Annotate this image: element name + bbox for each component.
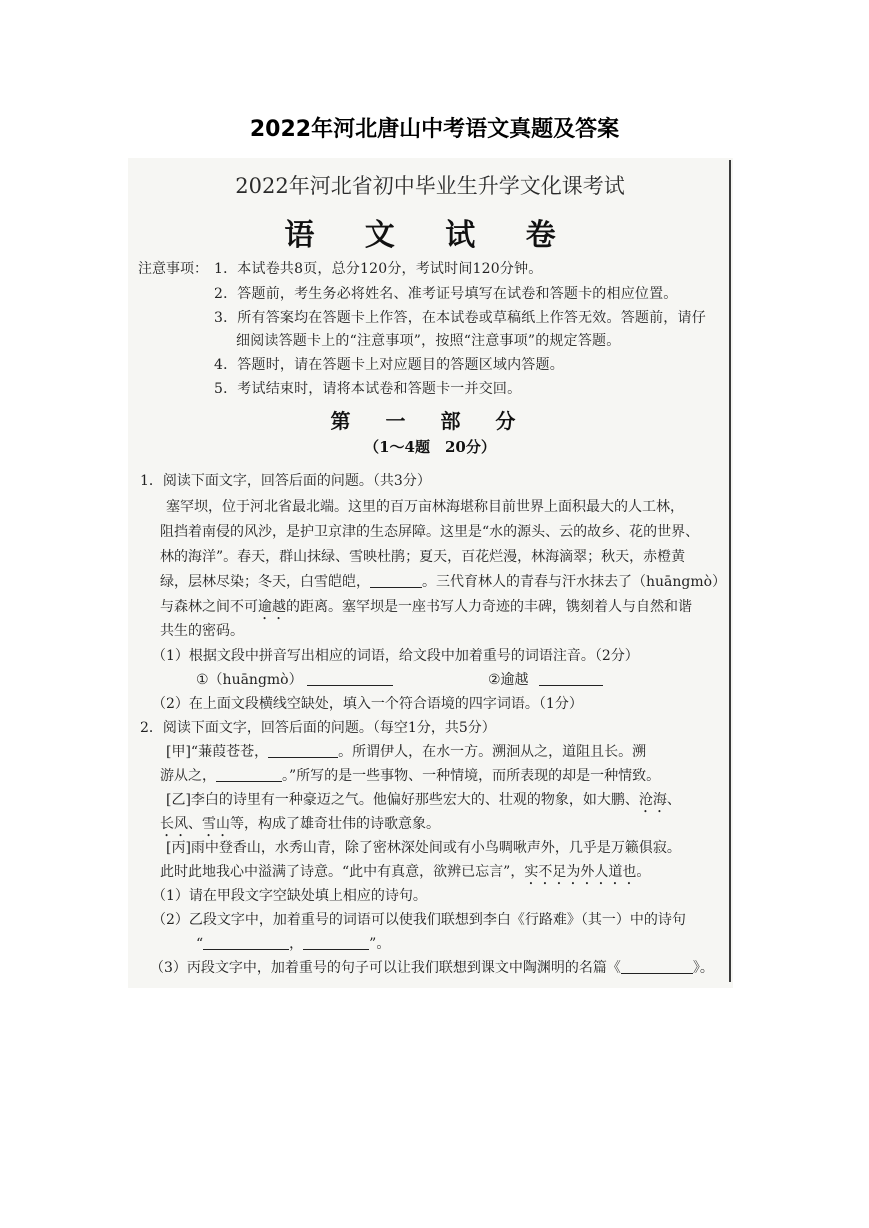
sub-question-text: （3）丙段文字中，加着重号的句子可以让我们联想到课文中陶渊明的名篇《 <box>150 960 621 976</box>
passage-line: [丙]雨中登香山，水秀山青，除了密林深处间或有小鸟啁啾声外，几乎是万籁俱寂。 <box>166 840 681 856</box>
passage-text: 绿，层林尽染；冬天，白雪皑皑， <box>160 574 370 590</box>
answer-blank[interactable] <box>539 671 603 686</box>
answer-label: ①（huāngmò） <box>196 672 303 688</box>
sub-question: （1）根据文段中拼音写出相应的词语，给文段中加着重号的词语注音。（2分） <box>152 648 639 664</box>
passage-text: 、 <box>666 792 681 808</box>
answer-label: ②逾越 <box>487 672 529 688</box>
emphasized-word: 逾越 <box>258 599 286 615</box>
answer-blank[interactable] <box>303 935 369 950</box>
note-item: 5．考试结束时，请将本试卷和答题卡一并交回。 <box>214 381 522 397</box>
part-title: 第 一 部 分 <box>330 409 530 433</box>
exam-title: 2022年河北省初中毕业生升学文化课考试 <box>235 174 625 198</box>
note-item: 细阅读答题卡上的“注意事项”，按照“注意事项”的规定答题。 <box>236 333 621 349</box>
passage-line <box>166 741 646 761</box>
answer-blank[interactable] <box>216 767 282 782</box>
answer-blank[interactable] <box>621 959 693 974</box>
passage-text: [乙]李白的诗里有一种豪迈之气。他偏好那些宏大的、壮观的物象，如大鹏、 <box>166 792 639 808</box>
passage-line <box>160 596 692 623</box>
document-title: 2022年河北唐山中考语文真题及答案 <box>249 117 620 142</box>
passage-line: 阻挡着南侵的风沙，是护卫京津的生态屏障。这里是“水的源头、云的故乡、花的世界、 <box>160 524 700 540</box>
passage-line <box>160 861 650 888</box>
passage-line: 塞罕坝，位于河北省最北端。这里的百万亩林海堪称目前世界上面积最大的人工林， <box>166 499 684 515</box>
passage-text: ”， <box>503 864 525 880</box>
quote-mark: ”。 <box>369 936 391 952</box>
answer-blank[interactable] <box>268 743 338 758</box>
passage-text: 。三代育林人的青春与汗水抹去了（huāngmò） <box>422 574 727 590</box>
answer-blank[interactable] <box>370 573 422 588</box>
sub-question: （2）乙段文字中，加着重号的词语可以使我们联想到李白《行路难》（其一）中的诗句 <box>152 912 686 928</box>
notes-label: 注意事项： <box>138 261 208 277</box>
page-edge-line <box>729 160 731 982</box>
passage-text: 、 <box>188 816 202 832</box>
emphasized-word: 长风 <box>160 816 188 832</box>
note-item: 1．本试卷共8页，总分120分，考试时间120分钟。 <box>214 261 543 277</box>
sub-question-text: 》。 <box>692 960 714 976</box>
passage-line <box>160 813 440 840</box>
passage-text: [甲]“蒹葭苍苍， <box>166 744 269 760</box>
passage-text: 此中有真意，欲辨已忘言 <box>349 864 504 880</box>
passage-line <box>166 789 681 816</box>
passage-text: 。所谓伊人，在水一方。溯洄从之，道阻且长。溯 <box>338 744 647 760</box>
question-1-stem: 1．阅读下面文字，回答后面的问题。（共3分） <box>140 473 431 489</box>
quote-mark: ， <box>289 936 304 952</box>
sub-question: （1）请在甲段文字空缺处填上相应的诗句。 <box>152 888 427 904</box>
quote-mark: “ <box>196 936 204 952</box>
sub-question: （2）在上面文段横线空缺处，填入一个符合语境的四字词语。（1分） <box>152 696 583 712</box>
passage-text: 游从之， <box>160 768 216 784</box>
sub-question <box>150 957 714 977</box>
emphasized-word: 沧海 <box>638 792 667 808</box>
passage-text: 。 <box>636 864 651 880</box>
answer-line <box>196 669 603 689</box>
passage-text: 此时此地我心中溢满了诗意。“ <box>160 864 350 880</box>
passage-line <box>160 765 660 785</box>
answer-blank[interactable] <box>203 935 289 950</box>
passage-line: 林的海洋”。春天，群山抹绿、雪映杜鹃；夏天，百花烂漫，林海滴翠；秋天，赤橙黄 <box>160 549 686 565</box>
part-subtitle: （1～4题 20分） <box>364 438 496 456</box>
emphasized-sentence: 实不足为外人道也 <box>524 864 637 880</box>
passage-text: 与森林之间不可 <box>160 599 258 615</box>
note-item: 4．答题时，请在答题卡上对应题目的答题区域内答题。 <box>214 357 564 373</box>
note-item: 3．所有答案均在答题卡上作答，在本试卷或草稿纸上作答无效。答题前，请仔 <box>214 310 706 326</box>
answer-blank[interactable] <box>307 671 393 686</box>
note-item: 2．答题前，考生务必将姓名、准考证号填写在试卷和答题卡的相应位置。 <box>214 286 678 302</box>
answer-line <box>196 933 390 953</box>
passage-text: 等，构成了雄奇壮伟的诗歌意象。 <box>230 816 440 832</box>
passage-text: 。”所写的是一些事物、一种情境，而所表现的却是一种情致。 <box>282 768 661 784</box>
question-2-stem: 2．阅读下面文字，回答后面的问题。（每空1分，共5分） <box>140 720 496 736</box>
passage-line <box>160 571 726 591</box>
passage-text: 的距离。塞罕坝是一座书写人力奇迹的丰碑，镌刻着人与自然和谐 <box>286 599 692 615</box>
emphasized-word: 雪山 <box>202 816 230 832</box>
passage-line: 共生的密码。 <box>160 623 244 639</box>
paper-title: 语 文 试 卷 <box>284 218 576 253</box>
